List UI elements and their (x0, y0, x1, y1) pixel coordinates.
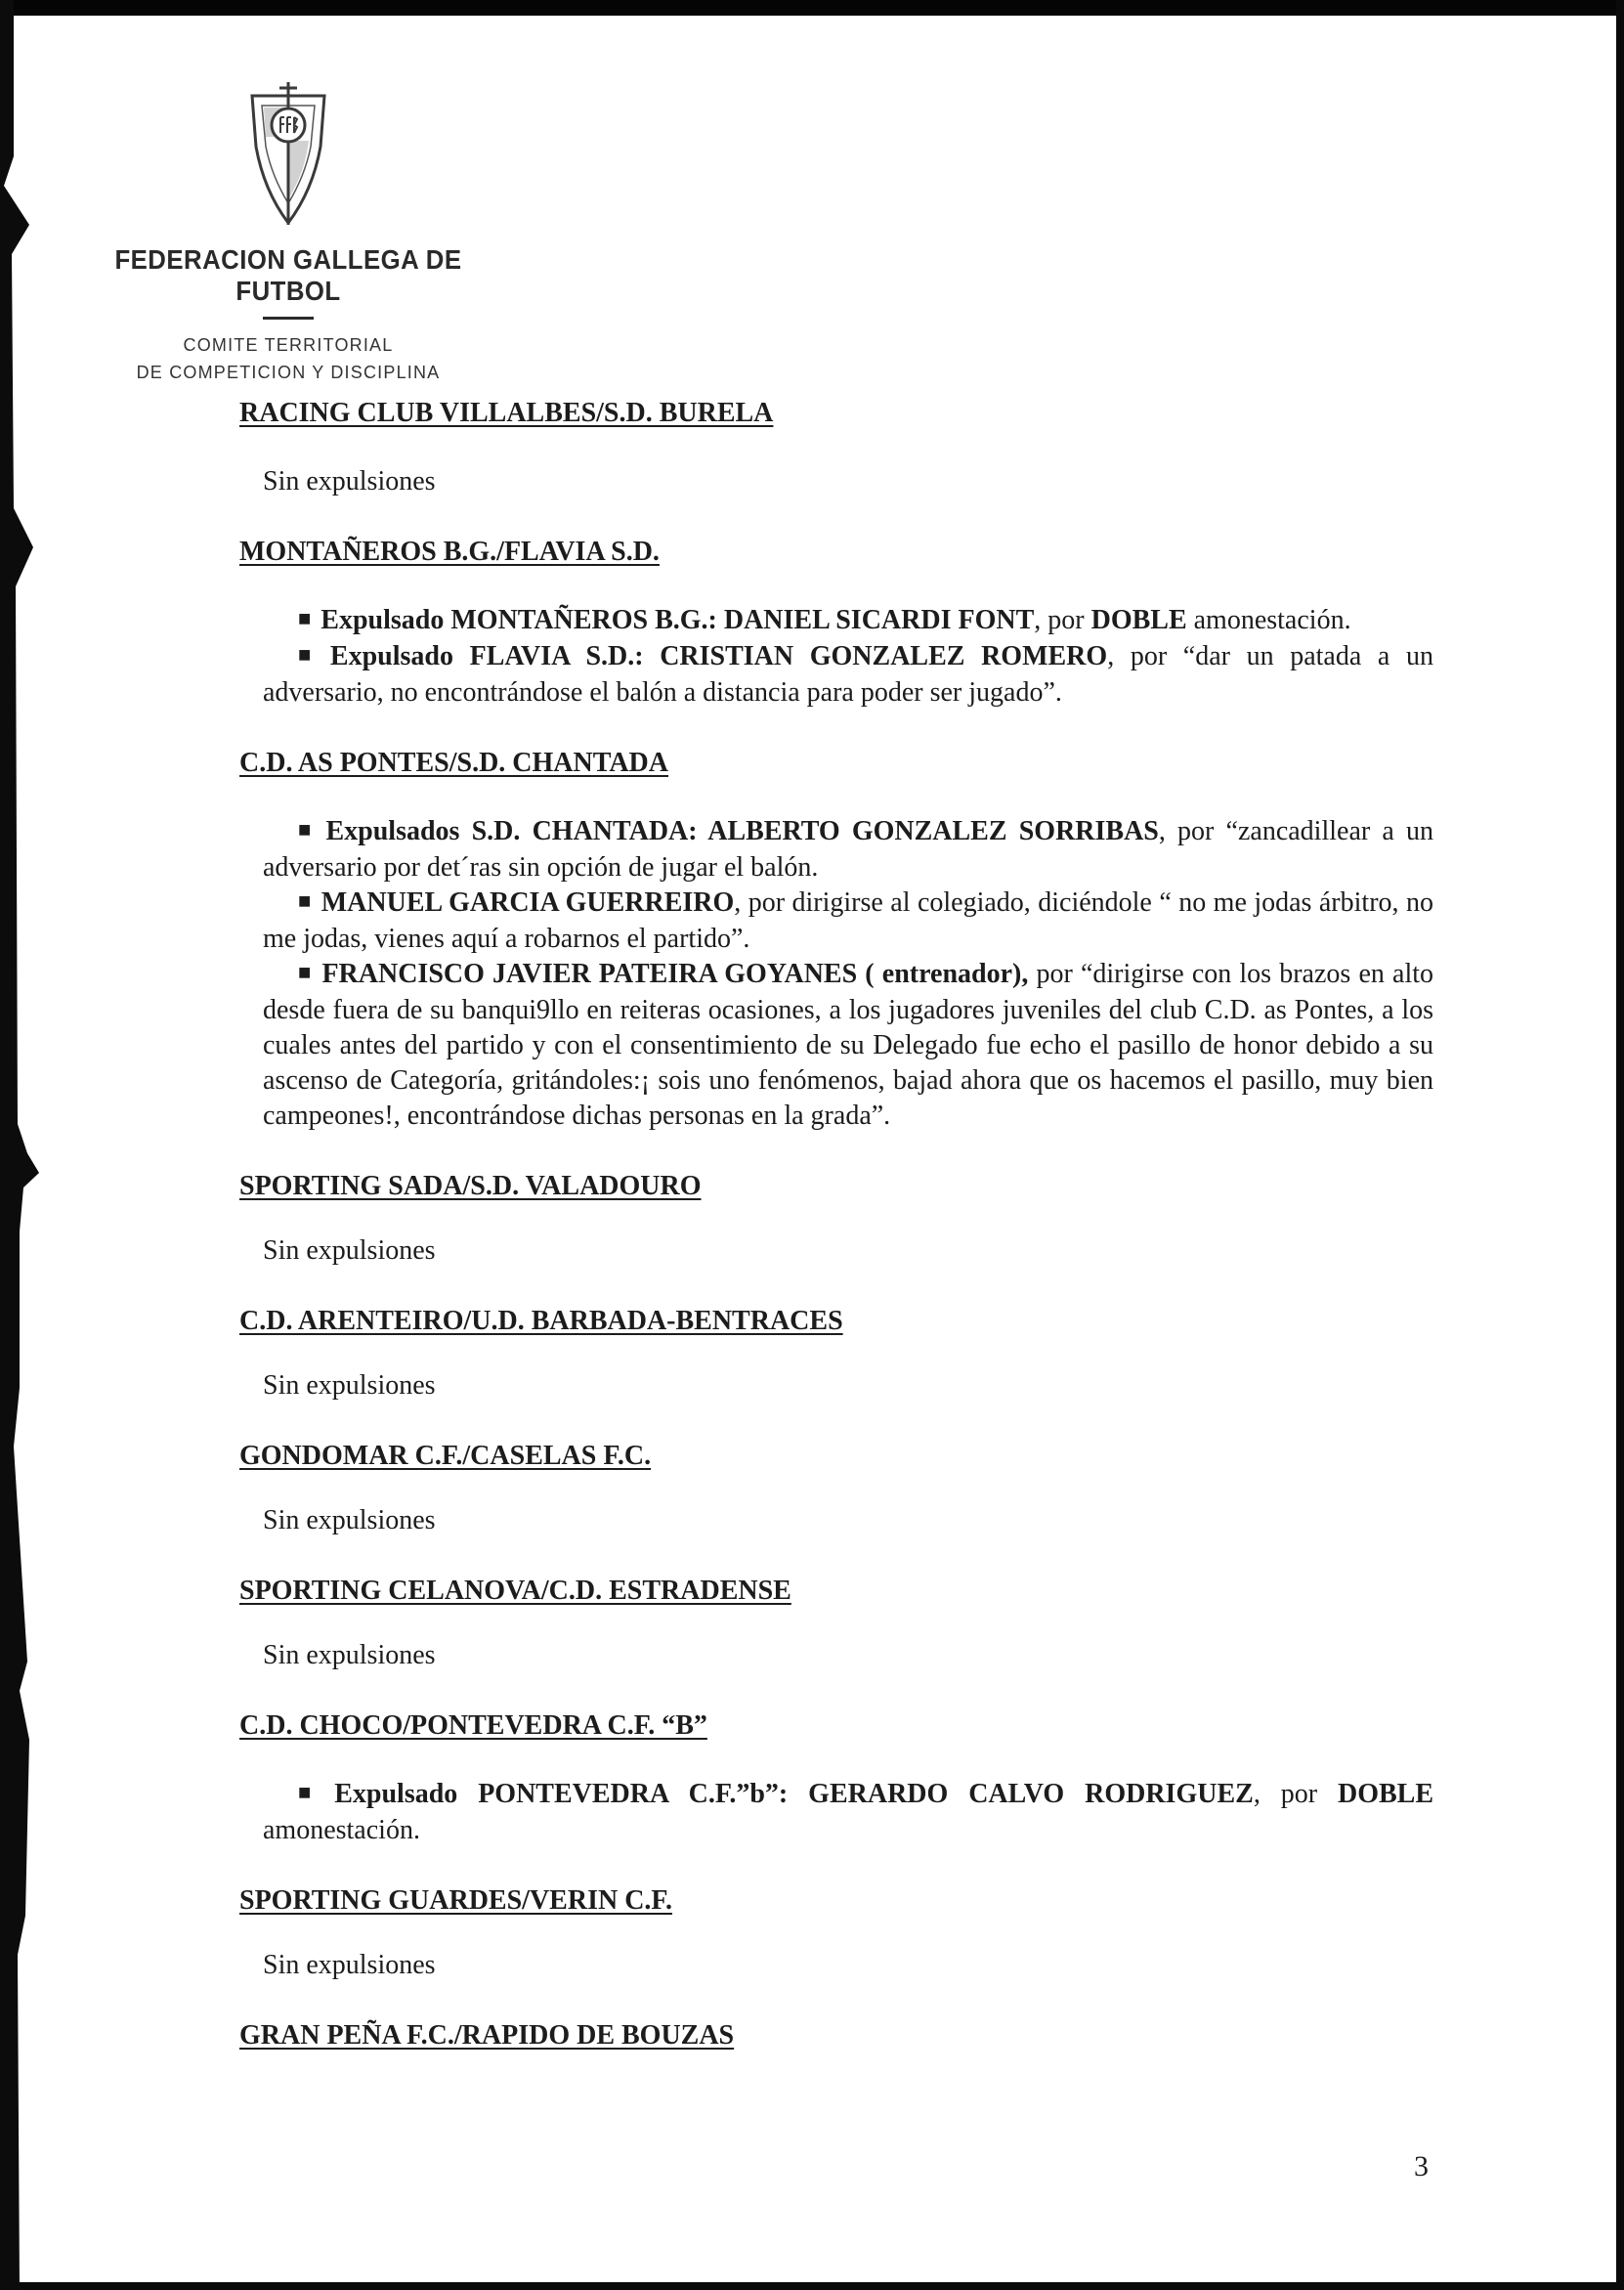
expulsion-item: ■ Expulsado FLAVIA S.D.: CRISTIAN GONZALEZ ROMERO, por “dar un patada a un adversario, no encontrándose el balón a distancia para poder ser jugado”. (263, 641, 1433, 708)
page-number: 3 (1414, 2150, 1429, 2182)
bullet-icon: ■ (298, 1780, 325, 1804)
match-result-text: Sin expulsiones (263, 1505, 436, 1535)
expulsion-item: ■ Expulsado PONTEVEDRA C.F.”b”: GERARDO CALVO RODRIGUEZ, por DOBLE amonestación. (263, 1779, 1434, 1845)
bullet-icon: ■ (298, 606, 312, 630)
letterhead (68, 78, 508, 386)
organization-name: FEDERACION GALLEGA DE FUTBOL (114, 244, 462, 306)
match-title: C.D. ARENTEIRO/U.D. BARBADA-BENTRACES (239, 1306, 843, 1336)
bullet-icon: ■ (298, 960, 313, 984)
match-title: SPORTING SADA/S.D. VALADOURO (239, 1171, 702, 1201)
match-result-text: Sin expulsiones (263, 466, 436, 497)
bullet-icon: ■ (298, 888, 312, 913)
match-title: SPORTING GUARDES/VERIN C.F. (239, 1885, 672, 1916)
document-body (239, 396, 1433, 2053)
committee-line-2: DE COMPETICION Y DISCIPLINA (136, 363, 441, 382)
header-divider (263, 317, 314, 320)
scan-right-border (1616, 0, 1624, 2290)
match-title: GRAN PEÑA F.C./RAPIDO DE BOUZAS (239, 2020, 735, 2051)
bullet-icon: ■ (298, 642, 321, 667)
expulsion-item: ■ MANUEL GARCIA GUERREIRO, por dirigirse al colegiado, diciéndole “ no me jodas árbitro, no me jodas, vienes aquí a robarnos el partido”. (263, 887, 1433, 954)
match-title: MONTAÑEROS B.G./FLAVIA S.D. (239, 537, 660, 567)
committee-line-1: COMITE TERRITORIAL (183, 335, 394, 355)
expulsion-item: ■ Expulsados S.D. CHANTADA: ALBERTO GONZALEZ SORRIBAS, por “zancadillear a un adversario por det´ras sin opción de jugar el balón. (263, 816, 1433, 883)
match-title: C.D. AS PONTES/S.D. CHANTADA (239, 748, 668, 778)
scan-torn-left-edge (0, 0, 39, 2290)
match-result-text: Sin expulsiones (263, 1235, 436, 1266)
match-result-text: Sin expulsiones (263, 1640, 436, 1670)
shield-crest-icon (244, 78, 332, 225)
match-result-text: Sin expulsiones (263, 1950, 436, 1980)
expulsion-item: ■ Expulsado MONTAÑEROS B.G.: DANIEL SICARDI FONT, por DOBLE amonestación. (298, 605, 1351, 635)
match-title: C.D. CHOCO/PONTEVEDRA C.F. “B” (239, 1710, 707, 1741)
expulsion-item: ■ FRANCISCO JAVIER PATEIRA GOYANES ( entrenador), por “dirigirse con los brazos en alto desde fuera de su banqui9llo en reiteras ocasiones, a los jugadores juveniles del club C.D. as Pontes, a los cuales antes del partido y con el consentimiento de su Delegado fue echo el pasillo de honor debido a su ascenso de Categoría, gritándoles:¡ sois uno fenómenos, bajad ahora que os hacemos el pasillo, muy bien campeones!, encontrándose dichas personas en la grada”. (263, 959, 1434, 1131)
match-title: RACING CLUB VILLALBES/S.D. BURELA (239, 398, 774, 428)
match-result-text: Sin expulsiones (263, 1370, 436, 1401)
match-title: SPORTING CELANOVA/C.D. ESTRADENSE (239, 1576, 791, 1606)
scan-top-border (0, 0, 1624, 16)
match-title: GONDOMAR C.F./CASELAS F.C. (239, 1441, 652, 1471)
bullet-icon: ■ (298, 817, 317, 842)
scan-bottom-border (0, 2282, 1624, 2290)
